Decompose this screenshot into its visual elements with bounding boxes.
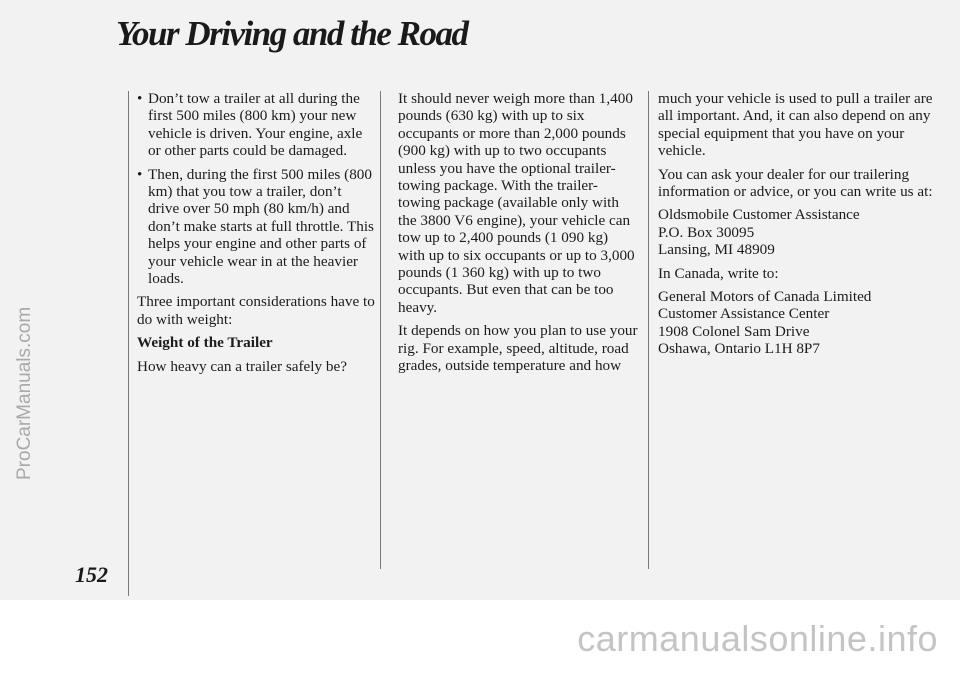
address-line: P.O. Box 30095 <box>658 223 755 241</box>
address-line: General Motors of Canada Limited <box>658 288 872 306</box>
side-watermark: ProCarManuals.com <box>14 306 35 480</box>
address-line: Oshawa, Ontario L1H 8P7 <box>658 340 820 358</box>
bullet-item <box>137 166 375 288</box>
weight-intro-paragraph: Three important considerations have to do with weight: <box>137 293 375 328</box>
address-line: Oldsmobile Customer Assistance <box>658 206 860 224</box>
canada-intro: In Canada, write to: <box>658 264 779 282</box>
bullet-text: Then, during the first 500 miles (800 km) that you tow a trailer, don’t drive over 50 mph (80 km/h) and don’t make starts at full throttle. This helps your engine and other parts of your vehicle wear in at the heavier loads. <box>148 165 374 288</box>
bullet-dot-icon: • <box>137 165 143 183</box>
page-number: 152 <box>75 562 108 587</box>
text-column-3 <box>658 90 938 364</box>
factors-paragraph: much your vehicle is used to pull a trailer are all important. And, it can also depend on any special equipment that you have on your vehicle. <box>658 90 933 160</box>
page-title: Your Driving and the Road <box>116 14 468 53</box>
footer-watermark <box>0 600 960 675</box>
address-line: 1908 Colonel Sam Drive <box>658 322 810 340</box>
address-line: Lansing, MI 48909 <box>658 241 775 259</box>
text-column-2 <box>398 90 638 381</box>
rig-usage-paragraph: It depends on how you plan to use your rig. For example, speed, altitude, road grades, outside temperature and how <box>398 322 638 375</box>
canada-address <box>658 288 938 358</box>
section-subheading: Weight of the Trailer <box>137 334 273 352</box>
weight-limits-paragraph: It should never weigh more than 1,400 pounds (630 kg) with up to six occupants or more than 2,000 pounds (900 kg) with up to two occupants unless you have the optional trailer-towing package. With the trailer-towing package (available only with the 3800 V6 engine), your vehicle can tow up to 2,400 pounds (1 090 kg) with up to six occupants or up to 3,000 pounds (1 360 kg) with up to two occupants. But even that can be too heavy. <box>398 90 635 316</box>
us-address <box>658 206 938 258</box>
text-column-1 <box>137 90 375 381</box>
column-divider-1 <box>380 91 381 569</box>
bullet-item <box>137 90 375 160</box>
bullet-dot-icon: • <box>137 90 143 107</box>
footer-watermark-text: carmanualsonline.info <box>577 618 938 659</box>
dealer-paragraph: You can ask your dealer for our trailering information or advice, or you can write us at: <box>658 165 933 201</box>
column-divider-2 <box>648 91 649 569</box>
bullet-text: Don’t tow a trailer at all during the first 500 miles (800 km) your new vehicle is driven. Your engine, axle or other parts could be damaged. <box>148 90 363 160</box>
weight-question: How heavy can a trailer safely be? <box>137 357 347 375</box>
address-line: Customer Assistance Center <box>658 305 830 323</box>
left-margin-rule <box>128 91 129 596</box>
